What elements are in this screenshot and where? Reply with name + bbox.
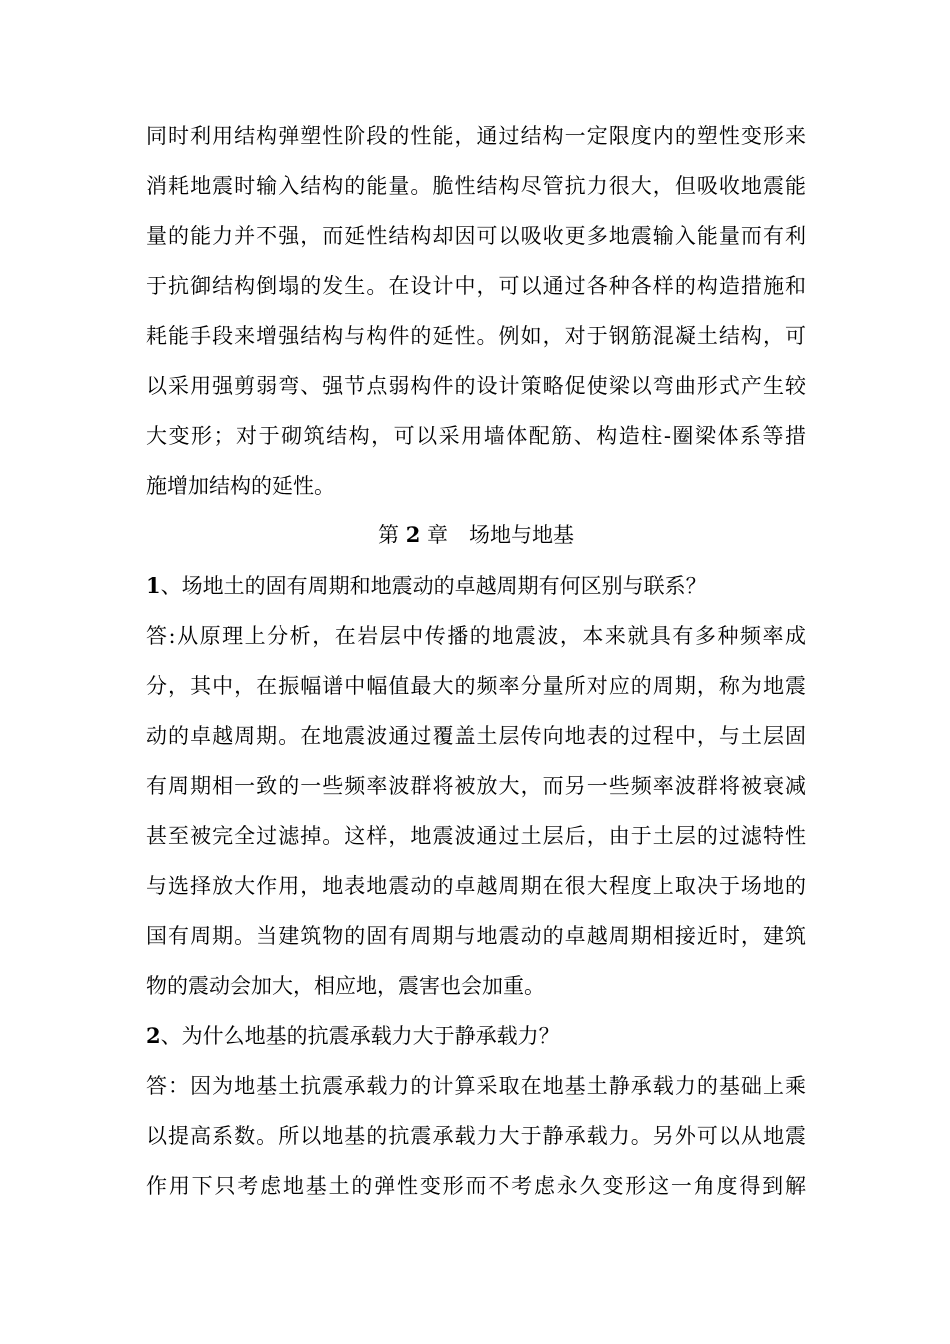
answer-line: 以提高系数。所以地基的抗震承载力大于静承载力。另外可以从地震 bbox=[146, 1124, 806, 1148]
paragraph-line: 以采用强剪弱弯、强节点弱构件的设计策略促使梁以弯曲形式产生较 bbox=[146, 374, 806, 398]
answer-line: 答：因为地基土抗震承载力的计算采取在地基土静承载力的基础上乘 bbox=[146, 1074, 806, 1098]
answer-line: 国有周期。当建筑物的固有周期与地震动的卓越周期相接近时，建筑 bbox=[146, 924, 806, 948]
chapter-prefix: 第 bbox=[378, 523, 406, 547]
question-2 bbox=[146, 1021, 806, 1051]
answer-line: 分，其中，在振幅谱中幅值最大的频率分量所对应的周期，称为地震 bbox=[146, 674, 806, 698]
question-number: 2 bbox=[146, 1023, 161, 1048]
paragraph-line: 施增加结构的延性。 bbox=[146, 474, 335, 498]
question-1 bbox=[146, 571, 806, 601]
question-number: 1 bbox=[146, 573, 161, 598]
paragraph-line: 消耗地震时输入结构的能量。脆性结构尽管抗力很大，但吸收地震能 bbox=[146, 174, 806, 198]
paragraph-line: 于抗御结构倒塌的发生。在设计中，可以通过各种各样的构造措施和 bbox=[146, 274, 806, 298]
paragraph-line: 同时利用结构弹塑性阶段的性能，通过结构一定限度内的塑性变形来 bbox=[146, 124, 806, 148]
answer-line: 甚至被完全过滤掉。这样，地震波通过土层后，由于土层的过滤特性 bbox=[146, 824, 806, 848]
answer-line: 动的卓越周期。在地震波通过覆盖土层传向地表的过程中，与土层固 bbox=[146, 724, 806, 748]
question-text: 、为什么地基的抗震承载力大于静承载力？ bbox=[160, 1024, 560, 1048]
chapter-title: 章 场地与地基 bbox=[420, 523, 574, 547]
paragraph-line: 量的能力并不强，而延性结构却因可以吸收更多地震输入能量而有利 bbox=[146, 224, 806, 248]
answer-line: 答:从原理上分析，在岩层中传播的地震波，本来就具有多种频率成 bbox=[146, 624, 806, 648]
answer-line: 与选择放大作用，地表地震动的卓越周期在很大程度上取决于场地的 bbox=[146, 874, 806, 898]
answer-line: 作用下只考虑地基土的弹性变形而不考虑永久变形这一角度得到解 bbox=[146, 1174, 806, 1198]
chapter-heading bbox=[146, 520, 806, 550]
chapter-number: 2 bbox=[405, 522, 421, 547]
paragraph-line: 大变形；对于砌筑结构，可以采用墙体配筋、构造柱-圈梁体系等措 bbox=[146, 424, 806, 448]
question-text: 、场地土的固有周期和地震动的卓越周期有何区别与联系？ bbox=[160, 574, 707, 598]
paragraph-line: 耗能手段来增强结构与构件的延性。例如，对于钢筋混凝土结构，可 bbox=[146, 324, 806, 348]
answer-line: 物的震动会加大，相应地，震害也会加重。 bbox=[146, 974, 545, 998]
answer-line: 有周期相一致的一些频率波群将被放大，而另一些频率波群将被衰减 bbox=[146, 774, 806, 798]
